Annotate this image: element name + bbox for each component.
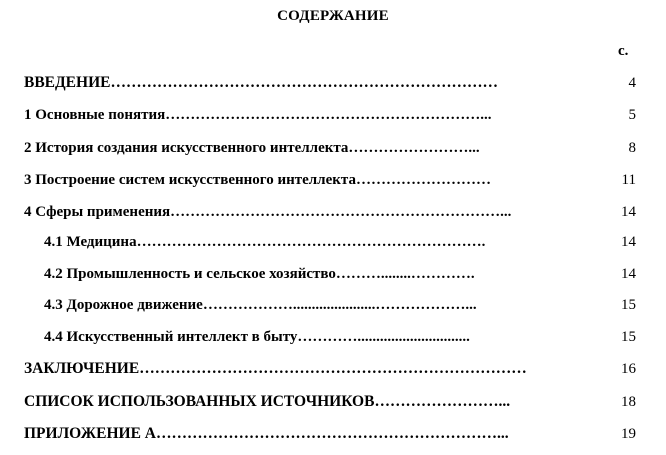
toc-entry-page: 19: [621, 426, 636, 442]
toc-entry-applications: [0, 201, 666, 223]
toc-entry-text: СПИСОК ИСПОЛЬЗОВАННЫХ ИСТОЧНИКОВ……………………...: [24, 393, 511, 410]
toc-entry-building-systems: [0, 169, 666, 191]
page-column-label: с.: [618, 43, 629, 59]
toc-entry-text: 3 Построение систем искусственного интеллекта………………………: [24, 172, 491, 188]
toc-entry-page: 16: [621, 361, 636, 377]
toc-entry-page: 11: [621, 172, 636, 188]
document-title: СОДЕРЖАНИЕ: [277, 8, 389, 24]
toc-entry-text: 4 Сферы применения…………………………………………………………...: [24, 204, 512, 220]
toc-entry-household: [0, 326, 666, 348]
toc-entry-text: ЗАКЛЮЧЕНИЕ…………………………………………………………………: [24, 360, 527, 377]
toc-entry-page: 5: [628, 107, 636, 123]
toc-entry-text: 1 Основные понятия………………………………………………………...: [24, 107, 492, 123]
toc-entry-text: 4.1 Медицина…………………………………………………………….: [44, 234, 486, 250]
toc-entry-text: 4.3 Дорожное движение………………......................………………...: [44, 297, 477, 313]
toc-entry-page: 14: [621, 234, 636, 250]
toc-entry-text: 4.4 Искусственный интеллект в быту…………..............................: [44, 329, 470, 345]
toc-entry-history: [0, 137, 666, 159]
toc-entry-page: 15: [621, 329, 636, 345]
toc-entry-appendix-a: [0, 423, 666, 445]
toc-entry-page: 15: [621, 297, 636, 313]
toc-entry-traffic: [0, 294, 666, 316]
toc-entry-text: 2 История создания искусственного интеллекта……………………...: [24, 140, 480, 156]
toc-entry-page: 4: [628, 75, 636, 91]
toc-entry-page: 8: [628, 140, 636, 156]
toc-entry-industry: [0, 263, 666, 285]
toc-entry-text: ВВЕДЕНИЕ…………………………………………………………………: [24, 74, 498, 91]
toc-entry-text: 4.2 Промышленность и сельское хозяйство………........………….: [44, 266, 475, 282]
toc-entry-medicine: [0, 231, 666, 253]
toc-entry-text: ПРИЛОЖЕНИЕ А…………………………………………………………...: [24, 425, 509, 442]
toc-entry-basic-concepts: [0, 104, 666, 126]
toc-entry-page: 14: [621, 266, 636, 282]
toc-entry-introduction: [0, 72, 666, 94]
toc-entry-conclusion: [0, 358, 666, 380]
toc-entry-page: 14: [621, 204, 636, 220]
toc-entry-references: [0, 391, 666, 413]
toc-entry-page: 18: [621, 394, 636, 410]
